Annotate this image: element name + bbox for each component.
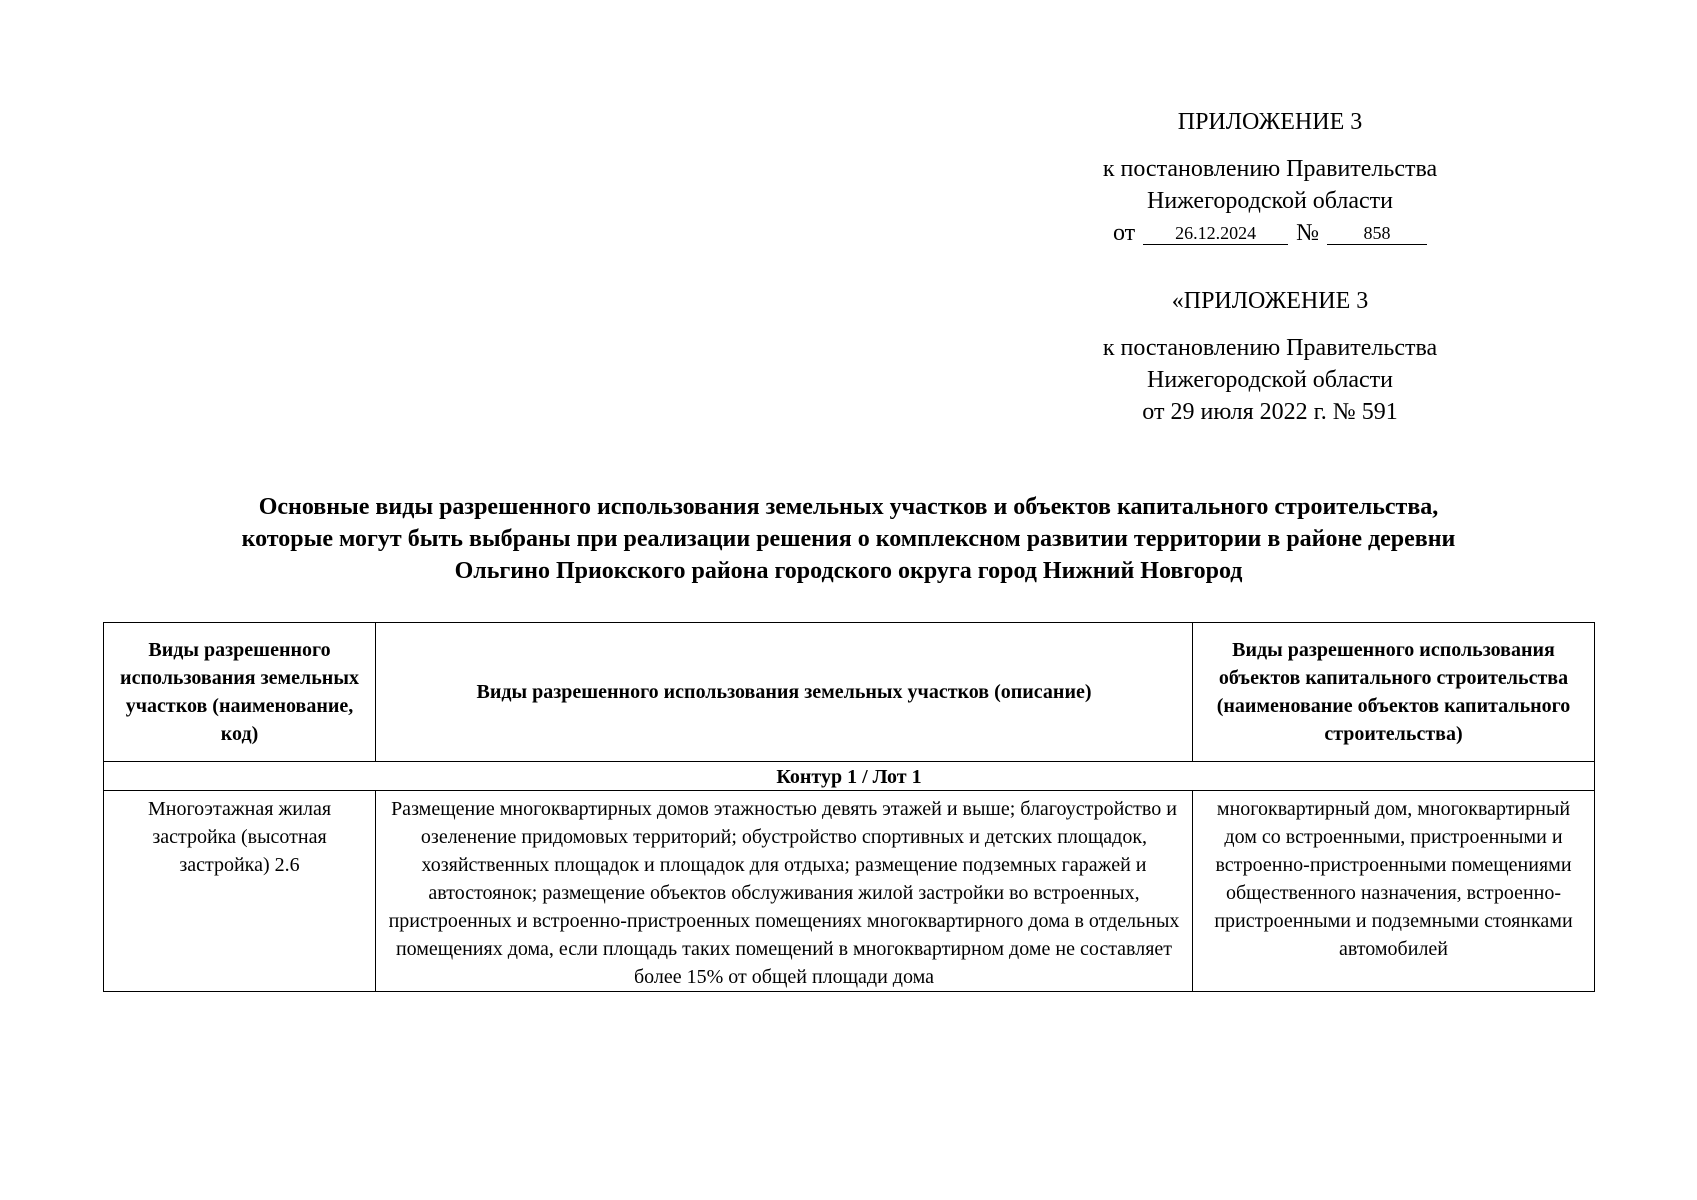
header-description: Виды разрешенного использования земельных участков (описание): [376, 623, 1193, 762]
from-prefix: от: [1112, 220, 1136, 246]
resolution-number-field: 858: [1327, 222, 1427, 245]
header-objects: Виды разрешенного использования объектов капитального строительства (наименование объектов капитального строительства): [1193, 623, 1595, 762]
cell-name-code: Многоэтажная жилая застройка (высотная застройка) 2.6: [104, 791, 376, 992]
attachment-old-heading: «ПРИЛОЖЕНИЕ 3: [1171, 288, 1369, 314]
title-line: Основные виды разрешенного использования земельных участков и объектов капитального строительства,: [258, 494, 1439, 520]
contour-label: Контур 1 / Лот 1: [104, 762, 1595, 791]
table-row: [104, 791, 1595, 992]
resolution-date-field: 26.12.2024: [1143, 222, 1288, 245]
attachment-new-line1: к постановлению Правительства: [1102, 156, 1438, 182]
header-name-code: Виды разрешенного использования земельных участков (наименование, код): [104, 623, 376, 762]
cell-objects: многоквартирный дом, многоквартирный дом со встроенными, пристроенными и встроенно-пристроенными помещениями общественного назначения, встроенно-пристроенными и подземными стоянками автомобилей: [1193, 791, 1595, 992]
number-sign: №: [1296, 220, 1320, 246]
contour-row: [104, 762, 1595, 791]
title-line: Ольгино Приокского района городского округа город Нижний Новгород: [454, 558, 1243, 584]
document-title: [100, 491, 1597, 587]
attachment-old-line2: Нижегородской области: [1146, 367, 1394, 393]
land-use-table: [103, 622, 1595, 992]
attachment-new-heading: ПРИЛОЖЕНИЕ 3: [1177, 109, 1363, 135]
table-header-row: [104, 623, 1595, 762]
attachment-old-line3: от 29 июля 2022 г. № 591: [1142, 399, 1398, 425]
attachment-new-block: [1030, 106, 1510, 249]
attachment-new-date-line: [1113, 217, 1427, 249]
cell-description: Размещение многоквартирных домов этажностью девять этажей и выше; благоустройство и озеленение придомовых территорий; обустройство спортивных и детских площадок, хозяйственных площадок и площадок для отдыха; размещение подземных гаражей и автостоянок; размещение объектов обслуживания жилой застройки во встроенных, пристроенных и встроенно-пристроенных помещениях многоквартирного дома в отдельных помещениях дома, если площадь таких помещений в многоквартирном доме не составляет более 15% от общей площади дома: [376, 791, 1193, 992]
attachment-old-line1: к постановлению Правительства: [1102, 335, 1438, 361]
attachment-new-line2: Нижегородской области: [1146, 188, 1394, 214]
title-line: которые могут быть выбраны при реализации решения о комплексном развитии территории в районе деревни: [241, 526, 1456, 552]
attachment-old-block: [1030, 285, 1510, 428]
